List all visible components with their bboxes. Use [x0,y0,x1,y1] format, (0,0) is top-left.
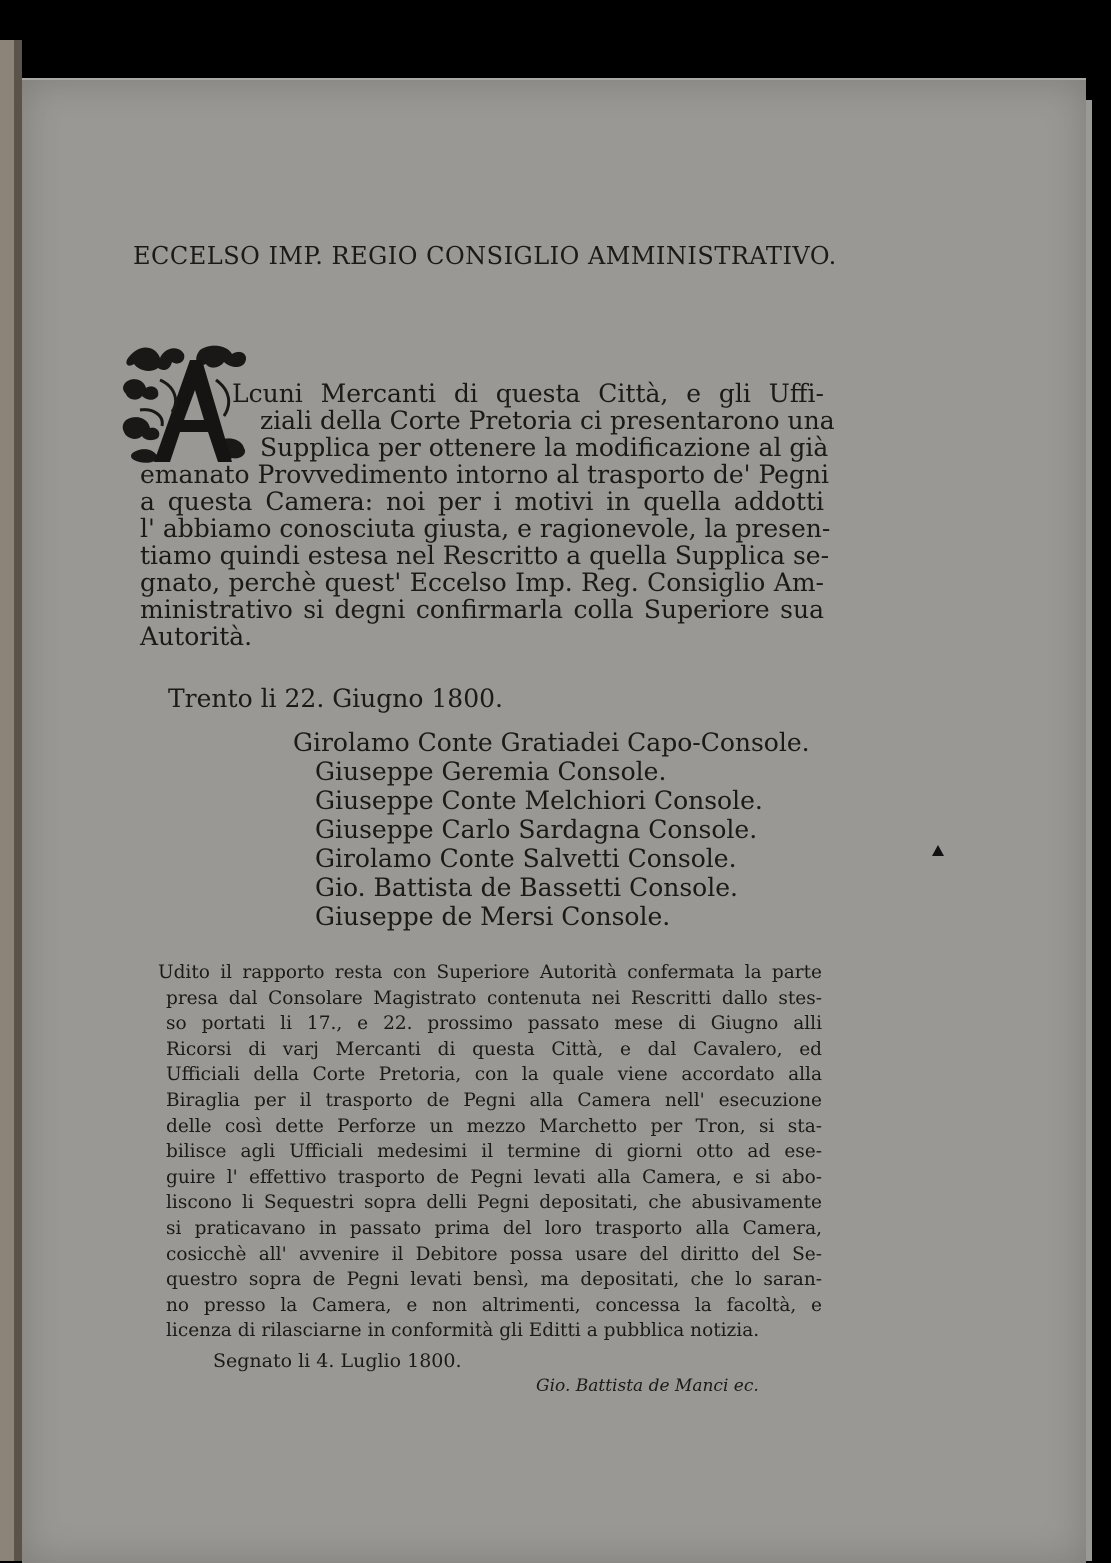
paragraph-line: no presso la Camera, e non altrimenti, concessa la facoltà, e [166,1294,822,1316]
signature: Gio. Battista de Manci ec. [536,1376,759,1396]
paragraph-line: si praticavano in passato prima del loro trasporto alla Camera, [166,1217,822,1239]
paragraph-line: licenza di rilasciarne in conformità gli Editti a pubblica notizia. [166,1320,760,1342]
place-date-segnato: Segnato li 4. Luglio 1800. [213,1350,462,1372]
signer: Gio. Battista de Bassetti Console. [315,873,738,902]
signer: Girolamo Conte Gratiadei Capo-Console. [293,728,810,757]
paragraph-line: l' abbiamo conosciuta giusta, e ragionevole, la presen- [140,514,831,543]
paragraph-line: Ricorsi di varj Mercanti di questa Città, e dal Cavalero, ed [166,1038,822,1060]
paragraph-line: liscono li Sequestri sopra delli Pegni depositati, che abusivamente [166,1192,822,1214]
petition-paragraph [140,379,835,651]
paragraph-line: ziali della Corte Pretoria ci presentarono una [260,406,835,435]
paragraph-line: gnato, perchè quest' Eccelso Imp. Reg. Consiglio Am- [140,568,824,597]
paragraph-line: Lcuni Mercanti di questa Città, e gli Uffi- [232,379,824,408]
decree-paragraph [158,960,822,1344]
paragraph-line: ministrativo si degni confirmarla colla Superiore sua [140,595,824,624]
signer: Giuseppe de Mersi Console. [315,902,671,931]
paragraph-line: Udito il rapporto resta con Superiore Autorità confermata la parte [158,962,822,983]
document-heading: ECCELSO IMP. REGIO CONSIGLIO AMMINISTRATIVO. [133,242,837,270]
paragraph-line: Ufficiali della Corte Pretoria, con la quale viene accordato alla [166,1064,822,1086]
paragraph-line: questro sopra de Pegni levati bensì, ma depositati, che lo saran- [166,1269,822,1291]
paragraph-line: delle così dette Perforze un mezzo Marchetto per Tron, si sta- [166,1115,822,1137]
paragraph-line: Biraglia per il trasporto de Pegni alla Camera nell' esecuzione [166,1089,822,1111]
paragraph-line: a questa Camera: noi per i motivi in quella addotti [140,487,824,516]
underlying-page-edge [14,40,22,1561]
paragraph-line: cosicchè all' avvenire il Debitore possa usare del diritto del Se- [166,1243,822,1265]
signer: Girolamo Conte Salvetti Console. [315,844,737,873]
paragraph-line: tiamo quindi estesa nel Rescritto a quella Supplica se- [140,541,830,570]
margin-mark-icon [932,845,944,856]
place-date-trento: Trento li 22. Giugno 1800. [168,684,503,713]
paragraph-line: emanato Provvedimento intorno al trasporto de' Pegni [140,460,830,489]
signers-list [293,728,810,931]
paragraph-line: guire l' effettivo trasporto de Pegni levati alla Camera, e si abo- [166,1166,822,1188]
paragraph-line: presa dal Consolare Magistrato contenuta nei Rescritti dallo stes- [166,987,822,1009]
signer: Giuseppe Conte Melchiori Console. [315,786,763,815]
signer: Giuseppe Geremia Console. [315,757,667,786]
paragraph-line: Autorità. [140,622,253,651]
paragraph-line: Supplica per ottenere la modificazione al già [260,433,829,462]
paragraph-line: so portati li 17., e 22. prossimo passato mese di Giugno alli [166,1013,822,1035]
paragraph-line: bilisce agli Ufficiali medesimi il termine di giorni otto ad ese- [166,1141,822,1163]
signer: Giuseppe Carlo Sardagna Console. [315,815,758,844]
